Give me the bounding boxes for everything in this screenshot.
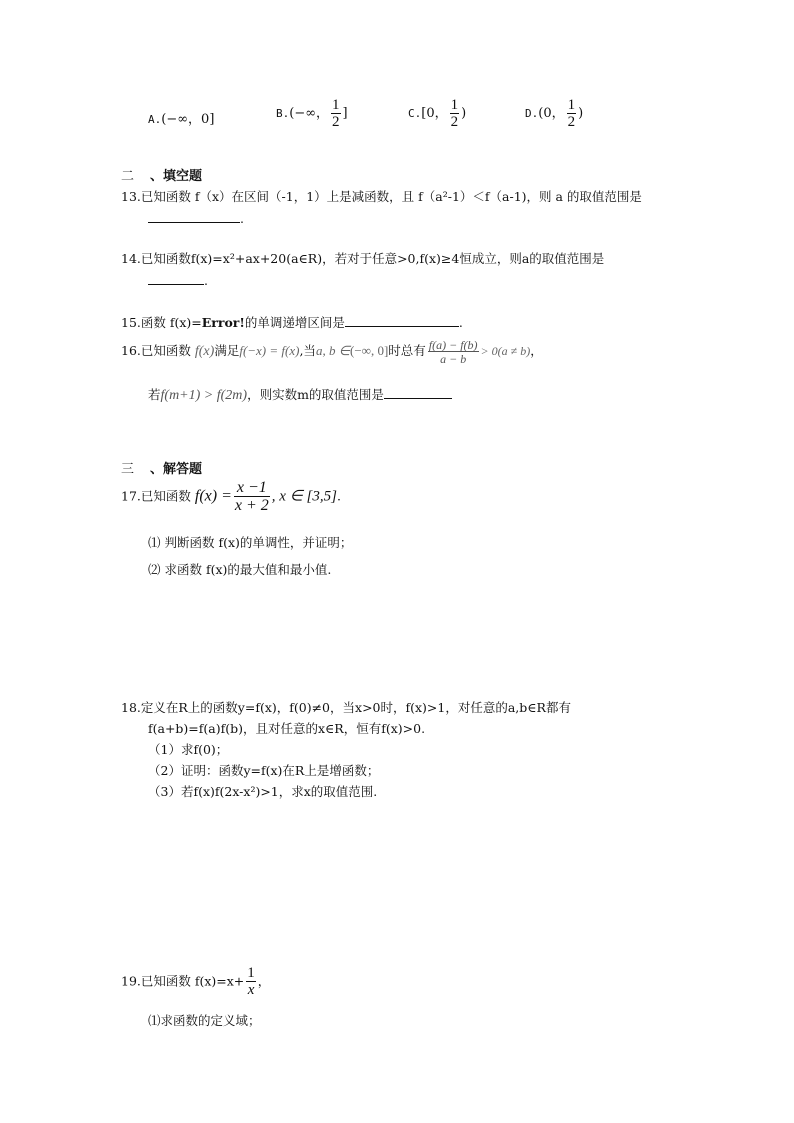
question-19-prefix: 19.已知函数 f(x)=x+ <box>121 973 245 989</box>
option-d-label: D. <box>525 107 539 120</box>
question-16-mid2: ,当 <box>299 343 316 358</box>
fraction-denominator: a − b <box>428 351 479 365</box>
fraction-numerator: x −1 <box>236 479 267 496</box>
answer-blank <box>345 314 459 327</box>
option-c-close: ) <box>461 106 467 121</box>
question-17-domain: , x ∈ [3,5] <box>271 488 337 505</box>
option-a-text: (−∞，0] <box>161 112 215 127</box>
option-b-label: B. <box>276 107 290 120</box>
answer-blank <box>384 386 452 399</box>
question-13-answer-line <box>148 210 244 226</box>
question-18-sub3-text: （3）若f(x)f(2x-x²)>1，求x的取值范围. <box>148 784 378 799</box>
question-16-ab: a, b ∈ <box>315 343 351 358</box>
question-14 <box>121 249 604 267</box>
section-number: 二 <box>121 169 135 184</box>
fraction-denominator: 2 <box>567 114 576 130</box>
answer-blank <box>148 210 240 223</box>
question-14-tail: . <box>204 273 208 288</box>
question-18-sub-2 <box>148 761 379 779</box>
option-c-fraction <box>450 98 460 130</box>
question-18-sub1-text: （1）求f(0)； <box>148 742 229 757</box>
fraction-numerator: 1 <box>567 97 576 113</box>
section-2-heading <box>121 165 202 184</box>
option-d-fraction <box>567 98 577 130</box>
question-17-sub-1 <box>148 533 352 551</box>
question-18-sub2-text: （2）证明：函数y=f(x)在R上是增函数； <box>148 763 380 778</box>
fraction-denominator: x <box>247 982 255 998</box>
fraction-numerator: 1 <box>247 965 255 981</box>
section-title: 、填空题 <box>150 169 203 184</box>
option-a <box>148 108 214 127</box>
question-17-fx: f(x) = <box>194 487 232 505</box>
option-d-close: ) <box>578 106 584 121</box>
option-b-close: ] <box>342 106 348 121</box>
question-13-text: 13.已知函数 f（x）在区间（-1，1）上是减函数，且 f（a²-1）＜f（a-1)，则 a 的取值范围是 <box>121 189 642 204</box>
question-17-fraction <box>234 480 270 514</box>
question-17-sub-2 <box>148 560 331 578</box>
option-d-text: (0， <box>538 106 565 121</box>
option-d <box>525 98 583 130</box>
section-number: 三 <box>121 462 135 477</box>
question-16-mid3: 时总有 <box>388 343 426 358</box>
question-16-interval: (−∞, 0] <box>350 343 389 358</box>
question-16-prefix: 16.已知函数 <box>121 343 191 358</box>
question-15-tail: . <box>458 315 463 330</box>
question-17-sub2-text: ⑵ 求函数 f(x)的最大值和最小值. <box>148 562 332 577</box>
answer-blank <box>148 272 204 285</box>
question-16-fraction <box>428 339 479 365</box>
fraction-numerator: f(a) − f(b) <box>428 337 478 352</box>
question-19-sub-1 <box>148 1011 261 1029</box>
option-c <box>408 98 466 130</box>
option-b <box>276 98 348 130</box>
question-18-line-2 <box>148 719 425 737</box>
question-14-text: 14.已知函数f(x)=x²+ax+20(a∈R)，若对于任意>0,f(x)≥4恒成立，则a的取值范围是 <box>121 251 605 266</box>
option-c-text: [0， <box>421 106 448 121</box>
fraction-denominator: 2 <box>332 114 340 130</box>
question-19-sub1-text: ⑴求函数的定义域； <box>148 1013 261 1028</box>
question-15 <box>121 313 463 331</box>
section-3-heading <box>121 458 202 477</box>
option-b-fraction <box>331 98 341 130</box>
question-15-prefix: 15.函数 f(x)= <box>121 315 202 330</box>
question-19 <box>121 966 270 998</box>
question-18-line2: f(a+b)=f(a)f(b)，且对任意的x∈R，恒有f(x)>0. <box>148 721 426 736</box>
option-c-label: C. <box>408 107 422 120</box>
question-17-prefix: 17.已知函数 <box>121 488 191 504</box>
question-17-end: . <box>336 488 341 504</box>
question-18-line1: 18.定义在R上的函数y=f(x)，f(0)≠0，当x>0时，f(x)>1，对任意的a,b∈R都有 <box>121 700 571 715</box>
fraction-numerator: 1 <box>450 97 459 113</box>
question-16-line2-condition: f(m+1) > f(2m) <box>160 388 248 403</box>
question-14-answer-line <box>148 272 208 288</box>
question-13 <box>121 187 642 205</box>
question-18 <box>121 698 571 716</box>
question-16-mid1: 满足 <box>214 343 240 358</box>
question-16-line-2 <box>148 385 452 404</box>
question-16 <box>121 334 543 369</box>
question-16-condition: f(−x) = f(x) <box>239 343 300 358</box>
question-16-line2-suffix: ，则实数m的取值范围是 <box>247 387 384 402</box>
question-18-sub-3 <box>148 782 377 800</box>
option-a-label: A. <box>148 113 162 126</box>
question-18-sub-1 <box>148 740 228 758</box>
question-15-suffix: 的单调递增区间是 <box>244 315 345 330</box>
question-19-fraction <box>246 966 256 998</box>
section-title: 、解答题 <box>150 462 203 477</box>
fraction-denominator: 2 <box>450 114 459 130</box>
question-15-error-text: Error! <box>201 315 245 330</box>
question-19-end: ， <box>257 973 271 989</box>
question-17-sub1-text: ⑴ 判断函数 f(x)的单调性，并证明； <box>148 535 353 550</box>
question-16-inequality: > 0(a ≠ b) <box>480 344 531 358</box>
question-16-fx: f(x) <box>194 344 215 359</box>
option-b-text: (−∞， <box>289 106 330 121</box>
fraction-denominator: x + 2 <box>234 497 269 514</box>
question-17 <box>121 480 341 514</box>
question-13-tail: . <box>240 211 244 226</box>
question-16-line2-prefix: 若 <box>148 387 161 402</box>
question-16-end: ， <box>530 343 543 358</box>
fraction-numerator: 1 <box>332 97 340 113</box>
